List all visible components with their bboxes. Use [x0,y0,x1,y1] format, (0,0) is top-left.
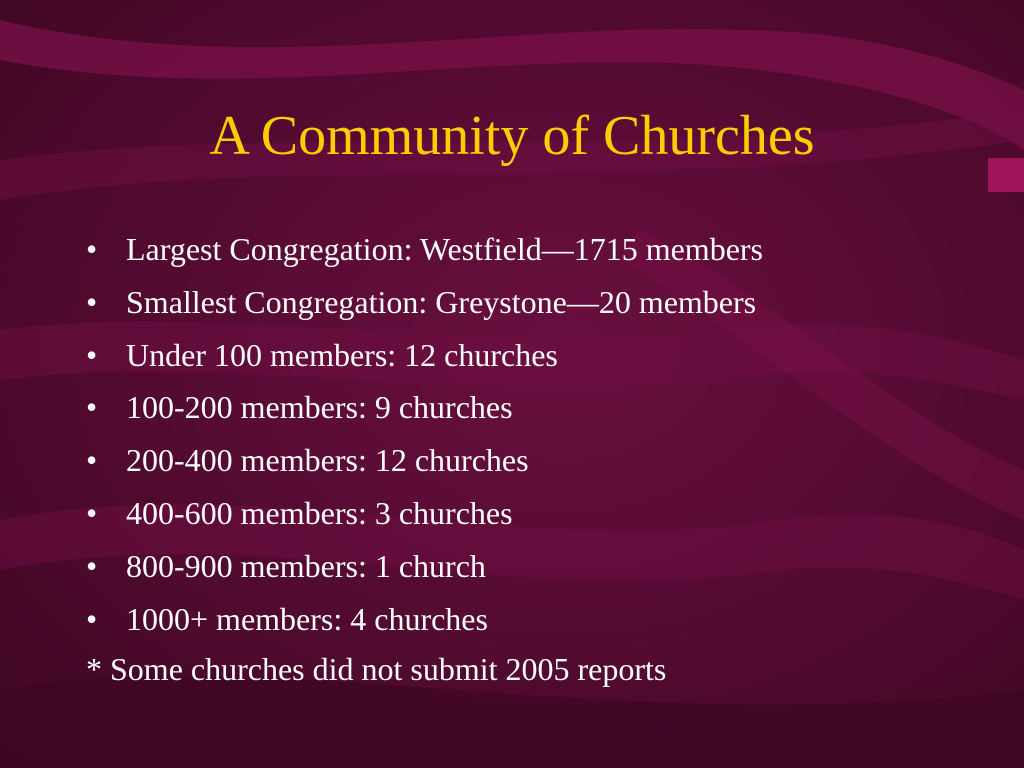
bullet-marker: • [86,336,98,373]
bullet-marker: • [86,389,98,426]
bullet-marker: • [86,494,98,531]
bullet-marker: • [86,600,98,637]
bullet-item [86,540,763,593]
bullet-list [86,223,763,645]
bullet-item [86,434,763,487]
bullet-item [86,329,763,382]
slide-title: A Community of Churches [209,105,815,167]
bullet-text: 200-400 members: 12 churches [126,442,529,479]
bullet-item [86,276,763,329]
bullet-item [86,487,763,540]
bullet-marker: • [86,547,98,584]
bullet-text: 1000+ members: 4 churches [126,600,488,637]
bullet-item [86,593,763,646]
bullet-text: 400-600 members: 3 churches [126,494,513,531]
footnote: * Some churches did not submit 2005 reports [86,651,667,687]
bullet-marker: • [86,283,98,320]
bullet-item [86,223,763,276]
bullet-text: 800-900 members: 1 church [126,547,486,584]
bullet-marker: • [86,231,98,267]
bullet-text: Under 100 members: 12 churches [126,336,558,373]
bullet-text: Smallest Congregation: Greystone—20 members [126,283,757,320]
bullet-item [86,381,763,434]
bullet-marker: • [86,442,98,479]
bullet-text: 100-200 members: 9 churches [126,389,513,426]
bullet-text: Largest Congregation: Westfield—1715 members [126,231,763,267]
